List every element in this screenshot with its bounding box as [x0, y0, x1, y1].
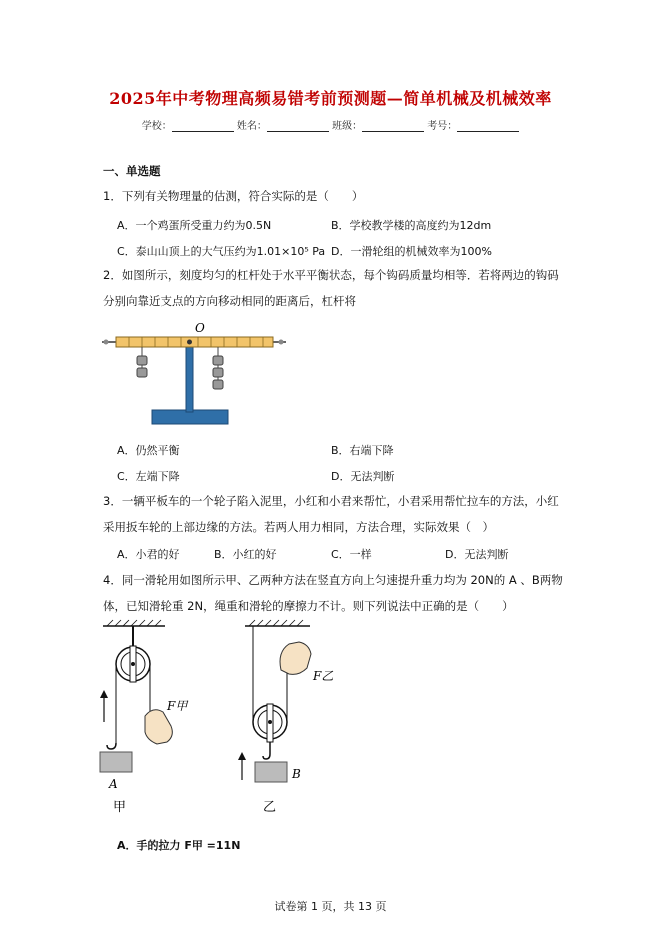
name-blank[interactable] [267, 121, 329, 132]
pulley-figure [95, 618, 335, 820]
class-blank[interactable] [362, 121, 424, 132]
block-b [255, 762, 287, 782]
right-weight-1 [213, 356, 223, 365]
right-weight-2 [213, 368, 223, 377]
page-title: 2025年中考物理高频易错考前预测题—简单机械及机械效率 [109, 89, 552, 108]
q4-stem-line1: 4．同一滑轮用如图所示甲、乙两种方法在竖直方向上匀速提升重力均为 20N的 A 、B两物 [103, 573, 563, 587]
pivot-point [187, 340, 192, 345]
lever-bar [116, 337, 273, 347]
left-weight-2 [137, 368, 147, 377]
page-footer: 试卷第 1 页，共 13 页 [274, 900, 387, 913]
q1-option-a[interactable]: A．一个鸡蛋所受重力约为0.5N [117, 219, 272, 232]
q2-option-c[interactable]: C．左端下降 [117, 470, 180, 483]
block-a [100, 752, 132, 772]
right-knob [279, 340, 284, 345]
right-weight-3 [213, 380, 223, 389]
q2-option-a[interactable]: A．仍然平衡 [117, 444, 180, 457]
q4-option-a[interactable]: A．手的拉力 F甲 =11N [117, 839, 241, 852]
q2-stem-line2: 分别向靠近支点的方向移动相同的距离后，杠杆将 [103, 294, 356, 308]
section-heading: 一、单选题 [103, 164, 161, 178]
q3-option-d[interactable]: D．无法判断 [445, 548, 509, 561]
f-yi-label: F乙 [313, 669, 334, 683]
block-b-label: B [292, 767, 301, 781]
jia-up-arrow [100, 690, 108, 698]
left-weight-1 [137, 356, 147, 365]
lever-figure [100, 318, 300, 430]
q1-option-b[interactable]: B．学校教学楼的高度约为12dm [331, 219, 492, 232]
class-label: 班级： [332, 121, 363, 132]
fig-yi-caption: 乙 [263, 800, 277, 815]
q3-option-b[interactable]: B．小红的好 [214, 548, 277, 561]
q2-stem-line1: 2．如图所示，刻度均匀的杠杆处于水平平衡状态，每个钩码质量均相等．若将两边的钩码 [103, 268, 559, 282]
jia-hand [145, 710, 172, 744]
fig-jia-caption: 甲 [113, 800, 127, 815]
number-label: 考号： [427, 121, 458, 132]
q1-option-c[interactable]: C．泰山山顶上的大气压约为1.01×10⁵ Pa [117, 245, 326, 258]
student-info-line [0, 117, 661, 132]
q3-stem-line2: 采用扳车轮的上部边缘的方法。若两人用力相同，方法合理，实际效果（ ） [103, 520, 494, 534]
pivot-label-o: O [195, 321, 205, 335]
q3-option-c[interactable]: C．一样 [331, 548, 372, 561]
q1-option-d[interactable]: D．一滑轮组的机械效率为100% [331, 245, 492, 258]
q2-option-b[interactable]: B．右端下降 [331, 444, 394, 457]
name-label: 姓名： [236, 121, 267, 132]
f-jia-label: F甲 [167, 699, 188, 713]
block-a-label: A [109, 777, 118, 791]
yi-hand [280, 642, 311, 674]
school-blank[interactable] [172, 121, 234, 132]
q1-stem: 1．下列有关物理量的估测，符合实际的是（ ） [103, 189, 364, 203]
school-label: 学校： [141, 121, 172, 132]
q2-option-d[interactable]: D．无法判断 [331, 470, 395, 483]
q4-stem-line2: 体，已知滑轮重 2N，绳重和滑轮的摩擦力不计。则下列说法中正确的是（ ） [103, 599, 514, 613]
lever-stand [186, 346, 193, 412]
q3-option-a[interactable]: A．小君的好 [117, 548, 180, 561]
number-blank[interactable] [457, 121, 519, 132]
yi-up-arrow [238, 752, 246, 760]
left-knob [104, 340, 109, 345]
q3-stem-line1: 3．一辆平板车的一个轮子陷入泥里，小红和小君来帮忙，小君采用帮忙拉车的方法，小红 [103, 494, 559, 508]
